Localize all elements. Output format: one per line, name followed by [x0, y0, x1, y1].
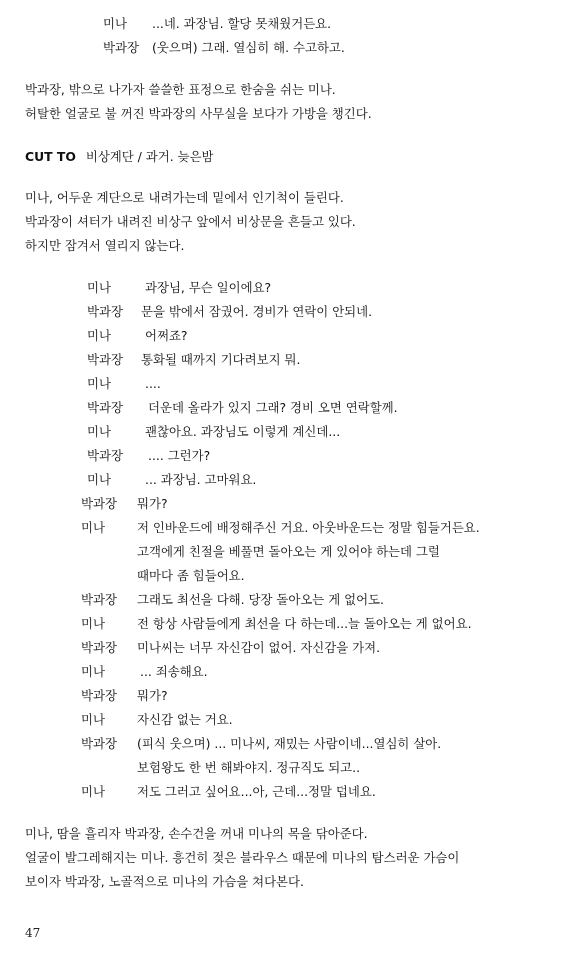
dialogue-line: 전 항상 사람들에게 최선을 다 하는데...늘 돌아오는 게 없어요.: [137, 616, 472, 631]
speaker-name: 박과장: [103, 40, 139, 55]
speaker-name: 박과장: [81, 592, 117, 607]
speaker-name: 미나: [81, 664, 105, 679]
speaker-name: 박과장: [81, 640, 117, 655]
dialogue-line: 뭐가?: [137, 688, 168, 703]
dialogue-line: 어쩌죠?: [145, 328, 188, 343]
speaker-name: 미나: [81, 520, 105, 535]
dialogue-line: (웃으며) 그래. 열심히 해. 수고하고.: [152, 40, 345, 55]
speaker-name: 박과장: [81, 688, 117, 703]
dialogue-line: 고객에게 친절을 베풀면 돌아오는 게 있어야 하는데 그럴: [137, 544, 440, 559]
action-line: 미나, 땀을 흘리자 박과장, 손수건을 꺼내 미나의 목을 닦아준다.: [25, 826, 368, 841]
cut-to-label: CUT TO: [25, 149, 76, 164]
dialogue-line: 보험왕도 한 번 해봐야지. 정규직도 되고..: [137, 760, 361, 775]
speaker-name: 미나: [87, 424, 111, 439]
action-line: 얼굴이 발그레해지는 미나. 흥건히 젖은 블라우스 때문에 미나의 탐스러운 가슴이: [25, 850, 460, 865]
speaker-name: 미나: [103, 16, 127, 31]
speaker-name: 박과장: [81, 496, 117, 511]
page-number: 47: [25, 926, 41, 940]
speaker-name: 박과장: [87, 400, 123, 415]
scene-location: 비상계단 / 과거. 늦은밤: [85, 149, 214, 164]
speaker-name: 미나: [87, 280, 111, 295]
dialogue-line: 뭐가?: [137, 496, 168, 511]
speaker-name: 미나: [87, 472, 111, 487]
dialogue-line: 문을 밖에서 잠궜어. 경비가 연락이 안되네.: [141, 304, 373, 319]
action-line: 박과장, 밖으로 나가자 쓸쓸한 표정으로 한숨을 쉬는 미나.: [25, 82, 336, 97]
dialogue-line: 때마다 좀 힘들어요.: [137, 568, 245, 583]
speaker-name: 박과장: [81, 736, 117, 751]
action-line: 허탈한 얼굴로 불 꺼진 박과장의 사무실을 보다가 가방을 챙긴다.: [25, 106, 372, 121]
dialogue-line: 저 인바운드에 배정해주신 거요. 아웃바운드는 정말 힘들거든요.: [137, 520, 480, 535]
dialogue-line: ... 죄송해요.: [140, 664, 208, 679]
dialogue-line: ... 과장님. 고마워요.: [145, 472, 257, 487]
dialogue-line: 그래도 최선을 다해. 당장 돌아오는 게 없어도.: [137, 592, 384, 607]
dialogue-line: 괜찮아요. 과장님도 이렇게 계신데...: [145, 424, 341, 439]
dialogue-line: (피식 웃으며) ... 미나씨, 재밌는 사람이네...열심히 살아.: [137, 736, 442, 751]
dialogue-line: ....: [145, 376, 161, 391]
speaker-name: 미나: [81, 712, 105, 727]
dialogue-line: ...네. 과장님. 할당 못채웠거든요.: [152, 16, 332, 31]
dialogue-line: 통화될 때까지 기다려보지 뭐.: [141, 352, 301, 367]
action-line: 미나, 어두운 계단으로 내려가는데 밑에서 인기척이 들린다.: [25, 190, 344, 205]
dialogue-line: 과장님, 무슨 일이에요?: [145, 280, 272, 295]
scene-heading: [25, 149, 214, 165]
dialogue-line: 미나씨는 너무 자신감이 없어. 자신감을 가져.: [137, 640, 381, 655]
dialogue-line: 자신감 없는 거요.: [137, 712, 233, 727]
action-line: 보이자 박과장, 노골적으로 미나의 가슴을 쳐다본다.: [25, 874, 304, 889]
dialogue-line: 더운데 올라가 있지 그래? 경비 오면 연락할께.: [148, 400, 398, 415]
speaker-name: 박과장: [87, 352, 123, 367]
speaker-name: 박과장: [87, 304, 123, 319]
speaker-name: 미나: [81, 616, 105, 631]
speaker-name: 미나: [81, 784, 105, 799]
action-line: 하지만 잠겨서 열리지 않는다.: [25, 238, 185, 253]
dialogue-line: .... 그런가?: [148, 448, 211, 463]
dialogue-line: 저도 그러고 싶어요...아, 근데...정말 덥네요.: [137, 784, 376, 799]
action-line: 박과장이 셔터가 내려진 비상구 앞에서 비상문을 흔들고 있다.: [25, 214, 356, 229]
speaker-name: 미나: [87, 328, 111, 343]
speaker-name: 미나: [87, 376, 111, 391]
speaker-name: 박과장: [87, 448, 123, 463]
